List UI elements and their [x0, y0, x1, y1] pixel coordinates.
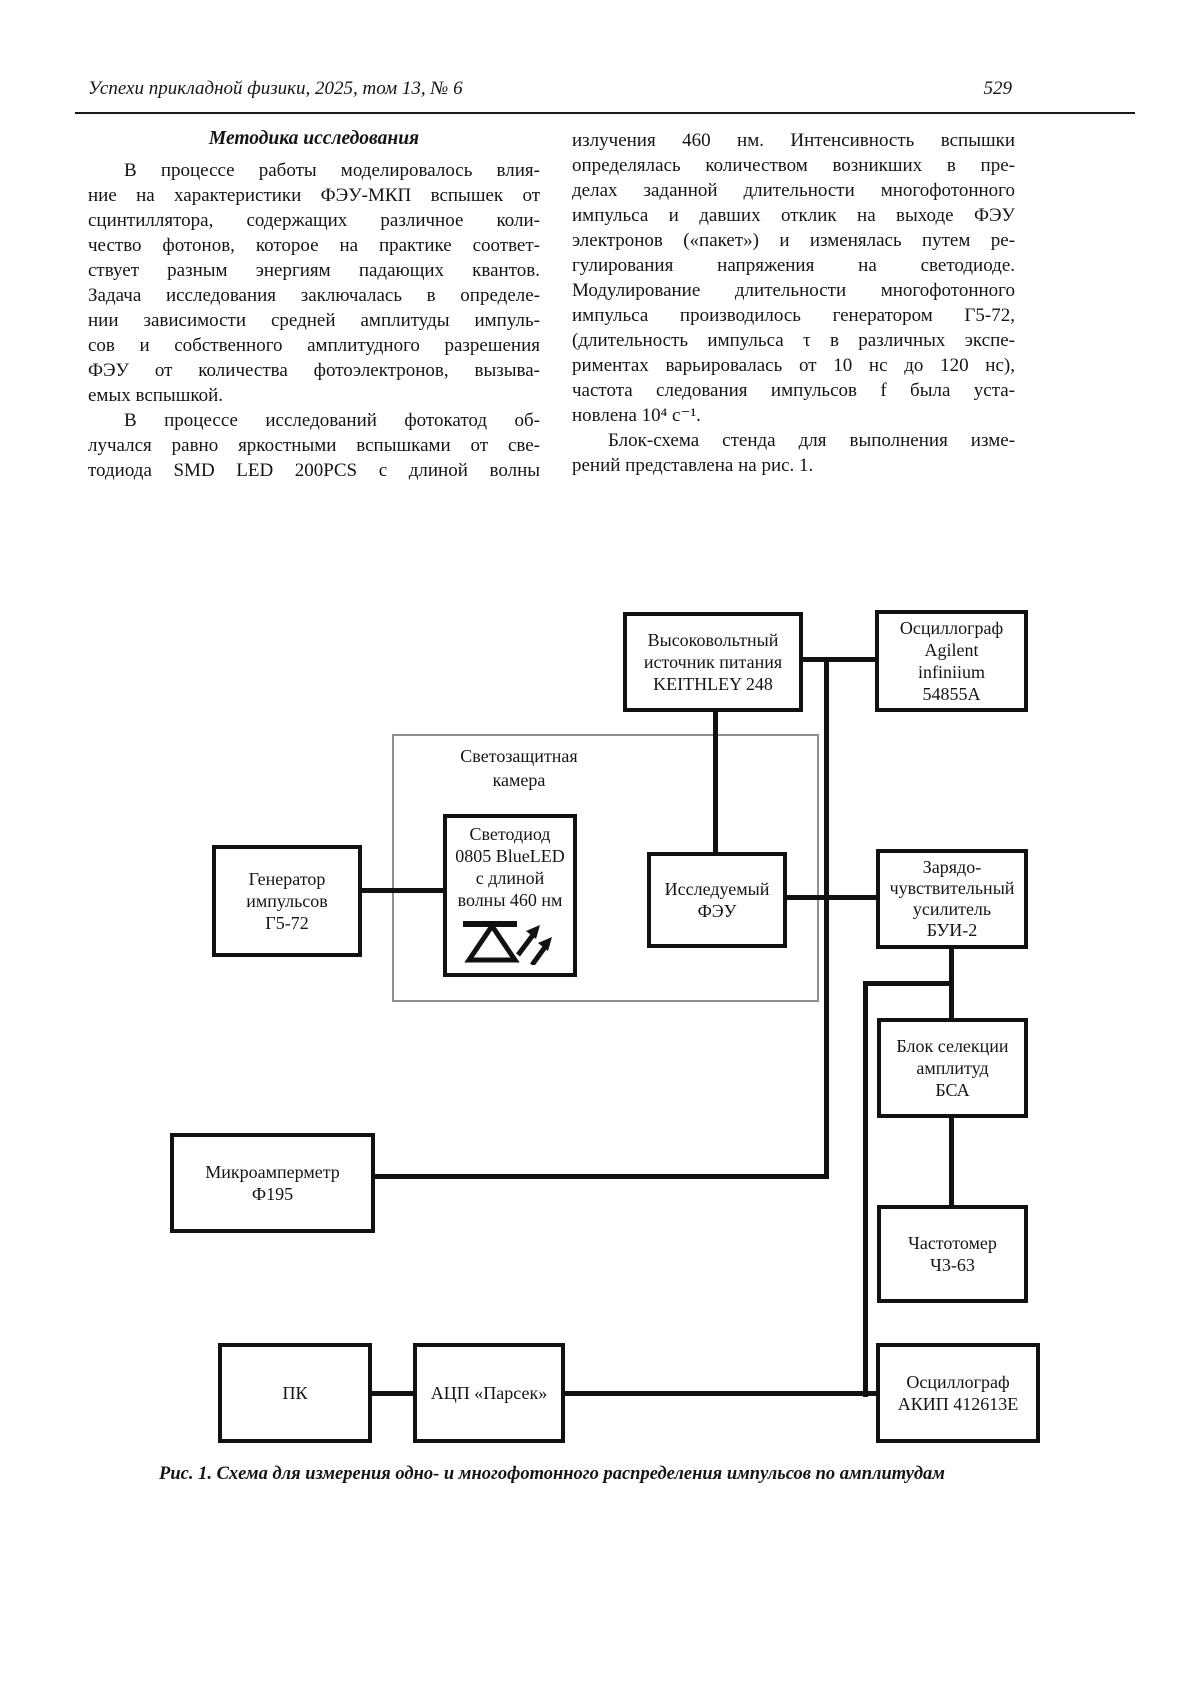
block-label-line: Микроамперметр [205, 1162, 340, 1182]
block-label-line: источник питания [643, 652, 783, 672]
block-label-line: АКИП 412613Е [897, 1394, 1019, 1414]
block-label-line: импульсов [246, 891, 328, 911]
block-label-line: Генератор [248, 869, 326, 889]
block-label-line: Частотомер [908, 1233, 997, 1253]
text-line: В процессе работы моделировалось влия- [124, 160, 540, 181]
wire-branch-down-to-bottom [863, 981, 868, 1397]
text-line: риментах варьировалась от 10 нс до 120 нс), [572, 355, 1015, 376]
block-label-line: KEITHLEY 248 [653, 674, 773, 694]
block-label-line: АЦП «Парсек» [430, 1383, 548, 1403]
wire-hv-to-pmt [713, 709, 718, 855]
text-line: тодиода SMD LED 200PCS с длиной волны [88, 460, 540, 481]
block-frequency-meter [877, 1205, 1028, 1303]
block-label-line: Исследуемый [664, 879, 770, 899]
text-line: В процессе исследований фотокатод об- [124, 410, 540, 431]
wire-pc-to-adc [369, 1391, 416, 1396]
block-led [443, 814, 577, 977]
text-line: сцинтиллятора, содержащих различное коли- [88, 210, 540, 231]
text-line: чество фотонов, которое на практике соответ- [88, 235, 540, 256]
block-pmt-under-test [647, 852, 787, 948]
block-pc [218, 1343, 372, 1443]
left-text-column [88, 158, 540, 483]
text-line: рений представлена на рис. 1. [572, 455, 814, 476]
wire-tap-down-to-microammeter [824, 657, 829, 1179]
text-line: сов и собственного амплитудного разрешения [88, 335, 540, 356]
block-amplitude-selector [877, 1018, 1028, 1118]
text-line: ние на характеристики ФЭУ-МКП вспышек от [88, 185, 540, 206]
block-label-line: БСА [935, 1080, 970, 1100]
chamber-label-line: камера [492, 770, 546, 790]
block-label-line: усилитель [912, 899, 992, 919]
wire-microammeter-horizontal [372, 1174, 829, 1179]
block-oscilloscope-agilent [875, 610, 1028, 712]
text-line: определялась количеством возникших в пре- [572, 155, 1015, 176]
block-label-line: Г5-72 [265, 913, 309, 933]
block-label-line: Зарядо- [922, 857, 982, 877]
block-label-line: Светодиод [469, 824, 551, 844]
wire-generator-to-led [358, 888, 446, 893]
block-microammeter [170, 1133, 375, 1233]
block-label-line: Осциллограф [899, 618, 1004, 638]
text-line: ствует разным энергиям падающих квантов. [88, 260, 540, 281]
text-line: Задача исследования заключалась в определе- [88, 285, 540, 306]
block-label-line: БУИ-2 [926, 920, 978, 940]
block-label-line: Ч3-63 [930, 1255, 975, 1275]
text-line: нии зависимости средней амплитуды импуль- [88, 310, 540, 331]
block-label-line: волны 460 нм [457, 890, 563, 910]
block-label-line: Блок селекции [896, 1036, 1009, 1056]
text-line: новлена 10⁴ с⁻¹. [572, 405, 701, 426]
text-line: емых вспышкой. [88, 385, 224, 406]
text-line: Блок-схема стенда для выполнения изме- [608, 430, 1015, 451]
block-pulse-generator [212, 845, 362, 957]
page-number: 529 [983, 78, 1012, 99]
journal-header: Успехи прикладной физики, 2025, том 13, № 6 [88, 78, 463, 99]
text-line: частота следования импульсов f была уста- [572, 380, 1015, 401]
wire-bsa-to-freqmeter [949, 1115, 954, 1208]
chamber-label-line: Светозащитная [460, 746, 578, 766]
text-line: импульса и давших отклик на выходе ФЭУ [572, 205, 1015, 226]
text-line: импульса производилось генератором Г5-72, [572, 305, 1015, 326]
led-schematic-icon [460, 915, 560, 965]
right-text-column [572, 128, 1015, 478]
wire-adc-to-akip [562, 1391, 879, 1396]
block-label-line: Осциллограф [906, 1372, 1010, 1392]
text-line: Модулирование длительности многофотонного [572, 280, 1015, 301]
header-rule [75, 112, 1135, 114]
text-line: электронов («пакет») и изменялась путем ре- [572, 230, 1015, 251]
text-line: ФЭУ от количества фотоэлектронов, вызыва- [88, 360, 540, 381]
light-proof-chamber-label [414, 744, 624, 792]
block-label-line: Agilent [924, 640, 979, 660]
text-line: лучался равно яркостными вспышками от све- [88, 435, 540, 456]
wire-pmt-to-amplifier [784, 895, 879, 900]
block-label-line: амплитуд [916, 1058, 989, 1078]
block-oscilloscope-akip [876, 1343, 1040, 1443]
text-line: делах заданной длительности многофотонного [572, 180, 1015, 201]
block-label-line: с длиной [475, 868, 545, 888]
block-label-line: Высоковольтный [647, 630, 779, 650]
block-adc-parsek [413, 1343, 565, 1443]
figure-caption: Рис. 1. Схема для измерения одно- и многофотонного распределения импульсов по амплитудам [159, 1464, 945, 1484]
block-label-line: чувствительный [889, 878, 1015, 898]
wire-branch-horizontal [863, 981, 953, 986]
text-line: излучения 460 нм. Интенсивность вспышки [572, 130, 1015, 151]
block-label-line: 54855A [922, 684, 981, 704]
block-hv-power-supply [623, 612, 803, 712]
block-label-line: Ф195 [251, 1184, 294, 1204]
text-line: (длительность импульса τ в различных экспе- [572, 330, 1015, 351]
block-label-line: infiniium [918, 662, 985, 682]
wire-hv-to-agilent [799, 657, 877, 662]
section-title: Методика исследования [208, 128, 420, 149]
block-label-line: ПК [282, 1383, 308, 1403]
block-charge-amplifier [876, 849, 1028, 949]
block-label-line: ФЭУ [697, 901, 737, 921]
block-label-line: 0805 BlueLED [455, 846, 565, 866]
text-line: гулирования напряжения на светодиоде. [572, 255, 1015, 276]
